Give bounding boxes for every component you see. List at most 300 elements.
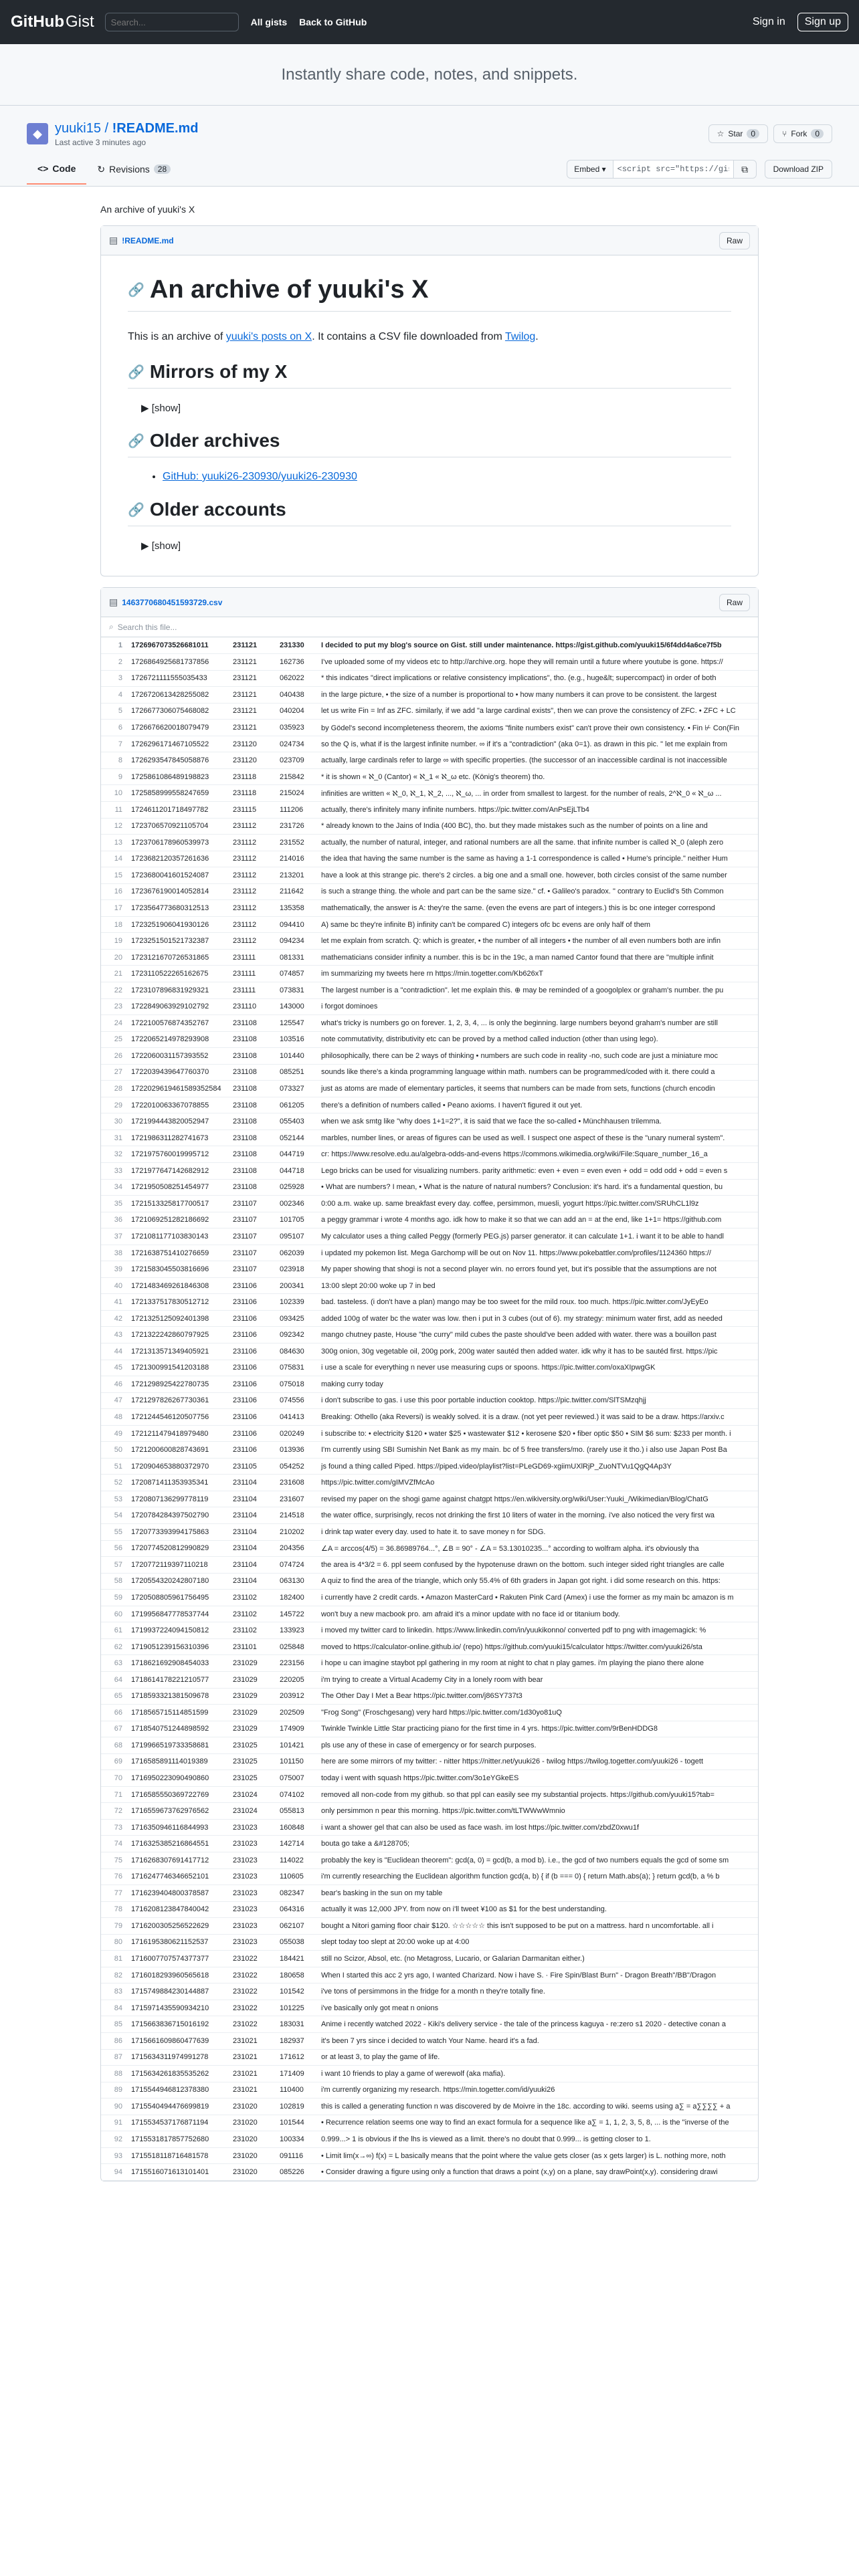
link-icon[interactable]: 🔗 (128, 283, 145, 298)
tweet-text-cell: only persimmon n pear this morning. https://pic.twitter.com/tLTWWwWmnio (318, 1803, 758, 1820)
table-row (101, 1786, 758, 1803)
tweet-id-cell: 1721994443820052947 (128, 1113, 229, 1130)
date-cell: 231104 (229, 1524, 276, 1541)
row-number[interactable]: 6 (101, 720, 128, 736)
date-cell: 231102 (229, 1622, 276, 1639)
row-number[interactable]: 45 (101, 1360, 128, 1376)
date-cell: 231022 (229, 2000, 276, 2016)
row-number[interactable]: 39 (101, 1261, 128, 1278)
sign-up-button[interactable]: Sign up (797, 13, 848, 31)
row-number[interactable]: 76 (101, 1868, 128, 1885)
date-cell: 231108 (229, 1064, 276, 1081)
row-number[interactable]: 56 (101, 1540, 128, 1557)
table-row (101, 1048, 758, 1065)
tweet-id-cell: 1720904653880372970 (128, 1458, 229, 1475)
time-cell: 085226 (276, 2164, 318, 2181)
time-cell: 055813 (276, 1803, 318, 1820)
row-number[interactable]: 46 (101, 1376, 128, 1393)
tweet-id-cell: 1716007707574377377 (128, 1951, 229, 1967)
row-number[interactable]: 63 (101, 1655, 128, 1672)
tweet-id-cell: 1719051239156310396 (128, 1638, 229, 1655)
row-number[interactable]: 61 (101, 1622, 128, 1639)
table-row (101, 1753, 758, 1770)
code-icon: <> (37, 163, 49, 174)
tweet-text-cell: i've basically only got meat n onions (318, 2000, 758, 2016)
time-cell: 101705 (276, 1212, 318, 1228)
tweet-id-cell: 1721513325817700517 (128, 1196, 229, 1212)
time-cell: 203912 (276, 1688, 318, 1705)
row-number[interactable]: 16 (101, 883, 128, 900)
row-number[interactable]: 67 (101, 1721, 128, 1737)
row-number[interactable]: 11 (101, 801, 128, 818)
row-number[interactable]: 35 (101, 1196, 128, 1212)
row-number[interactable]: 51 (101, 1458, 128, 1475)
table-row (101, 785, 758, 802)
row-number[interactable]: 10 (101, 785, 128, 802)
tweet-id-cell: 1726967073526681011 (128, 637, 229, 654)
row-number[interactable]: 78 (101, 1901, 128, 1918)
readme-intro: This is an archive of yuuki's posts on X. It contains a CSV file downloaded from Twilog. (128, 331, 539, 342)
tweet-id-cell: 1721325125092401398 (128, 1310, 229, 1327)
time-cell: 052144 (276, 1130, 318, 1146)
date-cell: 231110 (229, 998, 276, 1015)
title-separator: / (100, 120, 112, 136)
time-cell: 102819 (276, 2099, 318, 2115)
tweet-id-cell: 1726676620018079479 (128, 720, 229, 736)
tweet-text-cell: the idea that having the same number is the same as having a 1-1 correspondence is called • Hume's principle." neither Hum (318, 851, 758, 867)
table-row (101, 1015, 758, 1032)
table-row (101, 933, 758, 950)
row-number[interactable]: 79 (101, 1918, 128, 1935)
date-cell: 231023 (229, 1885, 276, 1902)
date-cell: 231104 (229, 1507, 276, 1524)
tweet-id-cell: 1721081177103830143 (128, 1228, 229, 1245)
date-cell: 231023 (229, 1934, 276, 1951)
tweet-text-cell: what's tricky is numbers go on forever. 1, 2, 3, 4, ... is only the beginning. large numbers beyond graham's number are still (318, 1015, 758, 1032)
row-number[interactable]: 87 (101, 2049, 128, 2066)
tweet-text-cell: pls use any of these in case of emergency or for search purposes. (318, 1737, 758, 1754)
date-cell: 231022 (229, 1983, 276, 2000)
row-number[interactable]: 64 (101, 1671, 128, 1688)
row-number[interactable]: 83 (101, 1983, 128, 2000)
table-row (101, 2164, 758, 2181)
row-number[interactable]: 30 (101, 1113, 128, 1130)
row-number[interactable]: 9 (101, 768, 128, 785)
row-number[interactable]: 88 (101, 2066, 128, 2082)
row-number[interactable]: 17 (101, 900, 128, 917)
tweet-text-cell: let me explain from scratch. Q: which is greater, • the number of all integers • the number of all even numbers both are infin (318, 933, 758, 950)
date-cell: 231021 (229, 2032, 276, 2049)
readme-filename-link[interactable]: !README.md (122, 235, 174, 245)
time-cell: 220205 (276, 1671, 318, 1688)
time-cell: 041413 (276, 1409, 318, 1426)
tweet-id-cell: 1721986311282741673 (128, 1130, 229, 1146)
tweet-text-cell: added 100g of water bc the water was low. then i put in 3 cubes (out of 6). my strategy: minimum water first, add as needed (318, 1310, 758, 1327)
row-number[interactable]: 14 (101, 851, 128, 867)
row-number[interactable]: 41 (101, 1294, 128, 1311)
copy-icon[interactable]: ⧉ (734, 160, 757, 179)
time-cell: 044719 (276, 1146, 318, 1163)
csv-raw-button[interactable]: Raw (719, 594, 750, 611)
all-gists-link[interactable]: All gists (250, 17, 288, 27)
date-cell: 231106 (229, 1392, 276, 1409)
sign-in-link[interactable]: Sign in (752, 16, 785, 27)
row-number[interactable]: 48 (101, 1409, 128, 1426)
table-row (101, 1590, 758, 1606)
row-number[interactable]: 37 (101, 1228, 128, 1245)
row-number[interactable]: 1 (101, 637, 128, 654)
tweet-id-cell: 1716018293960565618 (128, 1967, 229, 1983)
tweet-id-cell: 1720774520812990829 (128, 1540, 229, 1557)
row-number[interactable]: 93 (101, 2147, 128, 2164)
tweet-id-cell: 1716268307691417712 (128, 1852, 229, 1868)
date-cell: 231021 (229, 2049, 276, 2066)
table-row (101, 736, 758, 752)
time-cell: 231330 (276, 637, 318, 654)
posts-on-x-link[interactable]: yuuki's posts on X (225, 331, 312, 342)
tweet-text-cell: When I started this acc 2 yrs ago, I wanted Charizard. Now i have S. · Fire Spin/Blast Burn" - Dragon Breath"/BB"/Dragon (318, 1967, 758, 1983)
tweet-id-cell: 1721583045503816696 (128, 1261, 229, 1278)
search-input[interactable] (105, 13, 239, 31)
row-number[interactable]: 47 (101, 1392, 128, 1409)
tab-revisions[interactable]: ↻ Revisions 28 (86, 154, 181, 185)
older-archive-link[interactable]: GitHub: yuuki26-230930/yuuki26-230930 (163, 471, 357, 482)
date-cell: 231105 (229, 1458, 276, 1475)
table-row (101, 1983, 758, 2000)
row-number[interactable]: 15 (101, 867, 128, 884)
row-number[interactable]: 32 (101, 1146, 128, 1163)
tweet-id-cell: 1720807136299778119 (128, 1491, 229, 1507)
date-cell: 231104 (229, 1540, 276, 1557)
row-number[interactable]: 36 (101, 1212, 128, 1228)
tweet-text-cell: have a look at this strange pic. there's 2 circles. a big one and a small one. however, both circles consist of the same number (318, 867, 758, 884)
tweet-id-cell: 1719937224094150812 (128, 1622, 229, 1639)
row-number[interactable]: 7 (101, 736, 128, 752)
time-cell: 062039 (276, 1245, 318, 1261)
time-cell: 074857 (276, 966, 318, 982)
tweet-text-cell: mango chutney paste, House "the curry" mild cubes the paste should've been added with water. there was a bouillon past (318, 1327, 758, 1344)
row-number[interactable]: 23 (101, 998, 128, 1015)
table-row (101, 1901, 758, 1918)
row-number[interactable]: 40 (101, 1277, 128, 1294)
row-number[interactable]: 90 (101, 2099, 128, 2115)
table-row (101, 1261, 758, 1278)
time-cell: 040204 (276, 703, 318, 720)
time-cell: 020249 (276, 1425, 318, 1442)
row-number[interactable]: 72 (101, 1803, 128, 1820)
row-number[interactable]: 55 (101, 1524, 128, 1541)
row-number[interactable]: 31 (101, 1130, 128, 1146)
tweet-text-cell: • Limit lim(x→∞) f(x) = L basically means that the point where the value gets closer (as x gets larger) is L. nothing more, noth (318, 2147, 758, 2164)
last-active: Last active 3 minutes ago (55, 137, 147, 147)
row-number[interactable]: 69 (101, 1753, 128, 1770)
table-row (101, 1425, 758, 1442)
table-row (101, 1228, 758, 1245)
tweet-text-cell: i moved my twitter card to linkedin. https://www.linkedin.com/in/yuukikonno/ converted pdf to png with imagemagick: % (318, 1622, 758, 1639)
tweet-text-cell: in the large picture, • the size of a number is proportional to • how many numbers it can prove to be consistent. the largest (318, 687, 758, 704)
tweet-id-cell: 1716239404800378587 (128, 1885, 229, 1902)
row-number[interactable]: 50 (101, 1442, 128, 1459)
date-cell: 231106 (229, 1360, 276, 1376)
row-number[interactable]: 42 (101, 1310, 128, 1327)
row-number[interactable]: 94 (101, 2164, 128, 2181)
gist-description: An archive of yuuki's X (100, 204, 195, 215)
time-cell: 095107 (276, 1228, 318, 1245)
time-cell: 084630 (276, 1344, 318, 1360)
tweet-text-cell: sounds like there's a kinda programming language within math. numbers can be programmed/coded with it. there could a (318, 1064, 758, 1081)
table-row (101, 2016, 758, 2033)
time-cell: 055403 (276, 1113, 318, 1130)
tweet-text-cell: Breaking: Othello (aka Reversi) is weakly solved. it is a draw. (not yet peer reviewed.) it was said to be a draw. https://arxiv.c (318, 1409, 758, 1426)
tweet-id-cell: 1726864925681737856 (128, 654, 229, 671)
tweet-id-cell: 1719966519733358681 (128, 1737, 229, 1754)
tweet-id-cell: 1723251501521732387 (128, 933, 229, 950)
time-cell: 103516 (276, 1031, 318, 1048)
row-number[interactable]: 71 (101, 1786, 128, 1803)
link-icon[interactable]: 🔗 (128, 433, 145, 449)
table-row (101, 1885, 758, 1902)
row-number[interactable]: 34 (101, 1179, 128, 1196)
row-number[interactable]: 73 (101, 1819, 128, 1836)
time-cell: 023918 (276, 1261, 318, 1278)
table-row (101, 1540, 758, 1557)
row-number[interactable]: 27 (101, 1064, 128, 1081)
row-number[interactable]: 5 (101, 703, 128, 720)
table-row (101, 1097, 758, 1113)
time-cell: 100334 (276, 2131, 318, 2148)
github-gist-logo[interactable] (11, 13, 94, 31)
gist-header (0, 106, 859, 187)
table-row (101, 1836, 758, 1852)
date-cell: 231108 (229, 1113, 276, 1130)
tweet-id-cell: 1723110522265162675 (128, 966, 229, 982)
link-icon[interactable]: 🔗 (128, 364, 145, 380)
tweet-text-cell: when we ask smtg like "why does 1+1=2?", it is said that we face the so-called • Münchhausen trilemma. (318, 1113, 758, 1130)
time-cell: 214518 (276, 1507, 318, 1524)
row-number[interactable]: 57 (101, 1557, 128, 1574)
tweet-text-cell: i subscribe to: • electricity $120 • water $25 • wastewater $12 • kerosene $20 • fiber optic $50 • SIM $6 sum: $233 per month. i (318, 1425, 758, 1442)
time-cell: 025848 (276, 1638, 318, 1655)
back-to-github-link[interactable]: Back to GitHub (299, 17, 367, 27)
table-row (101, 1606, 758, 1622)
row-number[interactable]: 8 (101, 752, 128, 769)
time-cell: 101542 (276, 1983, 318, 2000)
row-number[interactable]: 33 (101, 1163, 128, 1180)
table-row (101, 1442, 758, 1459)
row-number[interactable]: 65 (101, 1688, 128, 1705)
row-number[interactable]: 44 (101, 1344, 128, 1360)
table-row (101, 867, 758, 884)
tweet-id-cell: 1715634311974991278 (128, 2049, 229, 2066)
row-number[interactable]: 38 (101, 1245, 128, 1261)
date-cell: 231022 (229, 1967, 276, 1983)
row-number[interactable]: 43 (101, 1327, 128, 1344)
row-number[interactable]: 12 (101, 818, 128, 835)
row-number[interactable]: 24 (101, 1015, 128, 1032)
time-cell: 092342 (276, 1327, 318, 1344)
row-number[interactable]: 74 (101, 1836, 128, 1852)
time-cell: 162736 (276, 654, 318, 671)
table-row (101, 1803, 758, 1820)
date-cell: 231022 (229, 2016, 276, 2033)
tweet-text-cell: i don't subscribe to gas. i use this poor portable induction cooktop. https://pic.twitter.com/SlTSMzqhjj (318, 1392, 758, 1409)
tweet-text-cell: marbles, number lines, or areas of figures can be used as well. I suspect one aspect of these is the "unary numeral system". (318, 1130, 758, 1146)
row-number[interactable]: 29 (101, 1097, 128, 1113)
tweet-text-cell: js found a thing called Piped. https://piped.video/playlist?list=PLeGD69-xgiimUXlRjP_ZuoNTVu1QgQ4Ap3Y (318, 1458, 758, 1475)
row-number[interactable]: 86 (101, 2032, 128, 2049)
date-cell: 231020 (229, 2164, 276, 2181)
row-number[interactable]: 3 (101, 670, 128, 687)
date-cell: 231029 (229, 1671, 276, 1688)
time-cell: 125547 (276, 1015, 318, 1032)
table-row (101, 2049, 758, 2066)
date-cell: 231121 (229, 703, 276, 720)
tweet-text-cell: so the Q is, what if is the largest infinite number. ∞ if it's a "contradiction" (aka 0=1). as drawn in this pic. " let me explain from (318, 736, 758, 752)
row-number[interactable]: 25 (101, 1031, 128, 1048)
star-button[interactable]: ☆ Star 0 (708, 124, 768, 143)
row-number[interactable]: 75 (101, 1852, 128, 1868)
row-number[interactable]: 59 (101, 1590, 128, 1606)
table-row (101, 916, 758, 933)
readme-raw-button[interactable]: Raw (719, 232, 750, 249)
tweet-id-cell: 1723107896831929321 (128, 982, 229, 998)
row-number[interactable]: 85 (101, 2016, 128, 2033)
date-cell: 231112 (229, 818, 276, 835)
row-number[interactable]: 68 (101, 1737, 128, 1754)
time-cell: 064316 (276, 1901, 318, 1918)
table-row (101, 1130, 758, 1146)
link-icon[interactable]: 🔗 (128, 502, 145, 518)
tweet-id-cell: 1716200305256522629 (128, 1918, 229, 1935)
row-number[interactable]: 89 (101, 2082, 128, 2099)
row-number[interactable]: 80 (101, 1934, 128, 1951)
tweet-text-cell: https://pic.twitter.com/gIMVZfMcAo (318, 1475, 758, 1491)
time-cell: 223156 (276, 1655, 318, 1672)
row-number[interactable]: 54 (101, 1507, 128, 1524)
row-number[interactable]: 58 (101, 1573, 128, 1590)
tweet-text-cell: revised my paper on the shogi game against chatgpt https://en.wikiversity.org/wiki/User:Yuuki_/Wikimedian/Blog/ChatG (318, 1491, 758, 1507)
time-cell: 101544 (276, 2115, 318, 2131)
avatar[interactable]: ◆ (27, 123, 48, 144)
row-number[interactable]: 20 (101, 949, 128, 966)
row-number[interactable]: 84 (101, 2000, 128, 2016)
date-cell: 231106 (229, 1442, 276, 1459)
table-row (101, 1737, 758, 1754)
tweet-text-cell: by Gödel's second incompleteness theorem, the axioms "finite numbers exist" can't prove their own consistency. • Fin ⊬ Con(Fin (318, 720, 758, 736)
time-cell: 073831 (276, 982, 318, 998)
row-number[interactable]: 21 (101, 966, 128, 982)
row-number[interactable]: 91 (101, 2115, 128, 2131)
tweet-id-cell: 1716208123847840042 (128, 1901, 229, 1918)
mirrors-details-toggle[interactable]: ▶ [show] (141, 403, 181, 414)
tweet-text-cell: making curry today (318, 1376, 758, 1393)
tweet-text-cell: bear's basking in the sun on my table (318, 1885, 758, 1902)
table-row (101, 1409, 758, 1426)
tweet-text-cell: there's a definition of numbers called • Peano axioms. I haven't figured it out yet. (318, 1097, 758, 1113)
date-cell: 231108 (229, 1179, 276, 1196)
tweet-text-cell: i forgot dominoes (318, 998, 758, 1015)
tweet-id-cell: 1721297826267730361 (128, 1392, 229, 1409)
embed-url-input[interactable] (613, 160, 734, 179)
row-number[interactable]: 66 (101, 1705, 128, 1721)
time-cell: 204356 (276, 1540, 318, 1557)
table-row (101, 949, 758, 966)
time-cell: 074556 (276, 1392, 318, 1409)
twilog-link[interactable]: Twilog (504, 331, 536, 342)
table-row (101, 1491, 758, 1507)
table-row (101, 1196, 758, 1212)
csv-filename-link[interactable]: 1463770680451593729.csv (122, 597, 223, 607)
table-row (101, 1392, 758, 1409)
accounts-details-toggle[interactable]: ▶ [show] (141, 540, 181, 552)
row-number[interactable]: 62 (101, 1638, 128, 1655)
time-cell: 142714 (276, 1836, 318, 1852)
tweet-id-cell: 1718621692908454033 (128, 1655, 229, 1672)
row-number[interactable]: 2 (101, 654, 128, 671)
table-row (101, 1951, 758, 1967)
fork-button[interactable]: ⑂ Fork 0 (773, 124, 832, 143)
tweet-id-cell: 1721483469261846308 (128, 1277, 229, 1294)
row-number[interactable]: 13 (101, 835, 128, 851)
time-cell: 075018 (276, 1376, 318, 1393)
row-number[interactable]: 28 (101, 1081, 128, 1097)
date-cell: 231106 (229, 1294, 276, 1311)
csv-search[interactable] (101, 617, 758, 637)
gist-name-link[interactable]: !README.md (112, 120, 199, 136)
date-cell: 231121 (229, 654, 276, 671)
row-number[interactable]: 19 (101, 933, 128, 950)
file-icon: ▤ (109, 597, 118, 607)
row-number[interactable]: 70 (101, 1770, 128, 1787)
tweet-id-cell: 1723676190014052814 (128, 883, 229, 900)
tweet-text-cell: is such a strange thing. the whole and part can be the same size." cf. • Galileo's paradox. " contrary to Euclid's 5th Common (318, 883, 758, 900)
row-number[interactable]: 60 (101, 1606, 128, 1622)
row-number[interactable]: 77 (101, 1885, 128, 1902)
tweet-id-cell: 1726677306075468082 (128, 703, 229, 720)
tweet-id-cell: 1723680041601524087 (128, 867, 229, 884)
table-row (101, 637, 758, 654)
row-number[interactable]: 18 (101, 916, 128, 933)
tweet-id-cell: 1716559673762976562 (128, 1803, 229, 1820)
tweet-id-cell: 1722010063367078855 (128, 1097, 229, 1113)
row-number[interactable]: 4 (101, 687, 128, 704)
embed-select[interactable]: Embed ▾ (567, 160, 613, 179)
row-number[interactable]: 81 (101, 1951, 128, 1967)
row-number[interactable]: 26 (101, 1048, 128, 1065)
date-cell: 231104 (229, 1491, 276, 1507)
time-cell: 091116 (276, 2147, 318, 2164)
row-number[interactable]: 22 (101, 982, 128, 998)
time-cell: 182937 (276, 2032, 318, 2049)
time-cell: 024734 (276, 736, 318, 752)
tweet-id-cell: 1723706178960539973 (128, 835, 229, 851)
tweet-text-cell: i'm currently organizing my research. https://min.togetter.com/id/yuuki26 (318, 2082, 758, 2099)
tweet-text-cell: • Recurrence relation seems one way to find an exact formula for a sequence like a∑ = 1, 1, 2, 3, 5, 8, ... is the "inverse of the (318, 2115, 758, 2131)
tweet-text-cell: a peggy grammar i wrote 4 months ago. idk how to make it so that we can add an = at the end, like 1+1= https://github.com (318, 1212, 758, 1228)
row-number[interactable]: 82 (101, 1967, 128, 1983)
gist-owner-link[interactable]: yuuki15 (55, 120, 101, 136)
table-row (101, 2032, 758, 2049)
tweet-text-cell: My calculator uses a thing called Peggy (formerly PEG.js) parser generator. it can calculate 1+1. i want it to be able to handl (318, 1228, 758, 1245)
tab-code[interactable]: <> Code (27, 154, 86, 185)
row-number[interactable]: 53 (101, 1491, 128, 1507)
download-zip-button[interactable]: Download ZIP (765, 160, 832, 179)
row-number[interactable]: 52 (101, 1475, 128, 1491)
row-number[interactable]: 49 (101, 1425, 128, 1442)
row-number[interactable]: 92 (101, 2131, 128, 2148)
table-row (101, 1344, 758, 1360)
tweet-id-cell: 1721313571349405921 (128, 1344, 229, 1360)
